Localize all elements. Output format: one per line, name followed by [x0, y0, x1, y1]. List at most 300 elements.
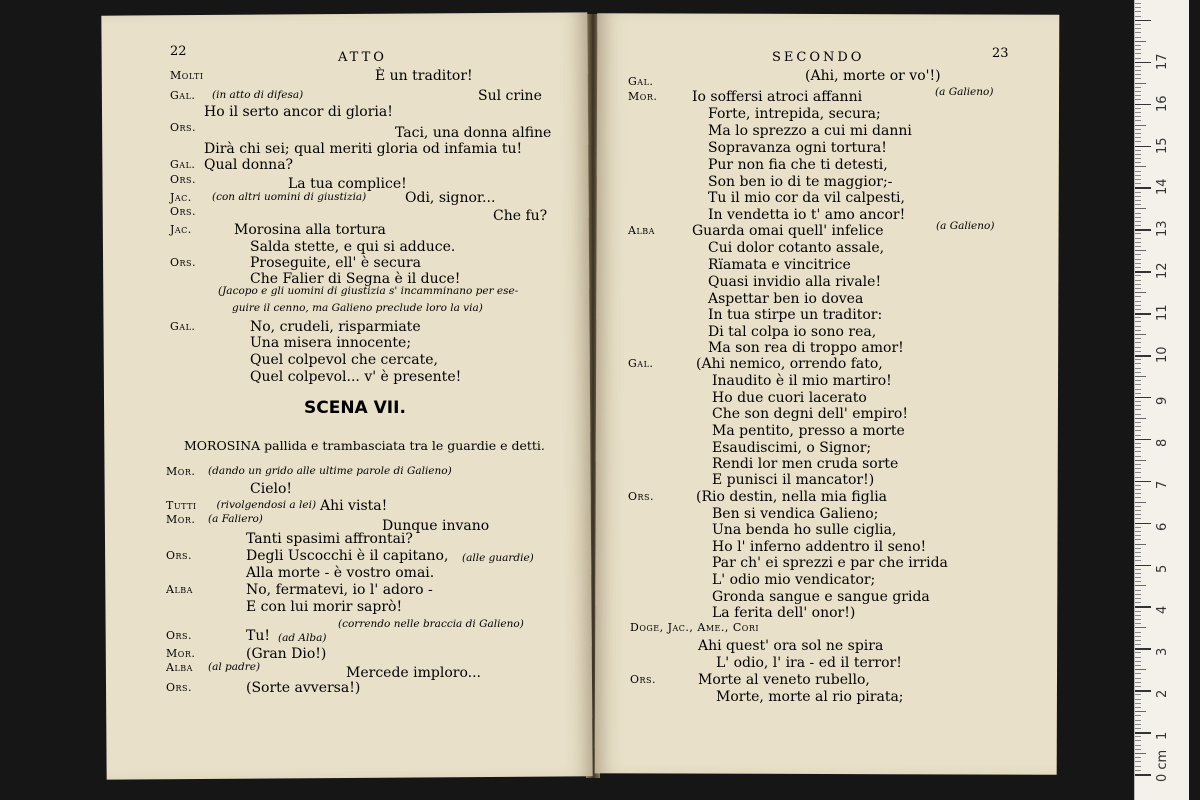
speaker-name: Molti — [170, 69, 204, 82]
ruler-tick — [1135, 288, 1141, 289]
right-page-number: 23 — [992, 46, 1009, 61]
ruler-tick — [1135, 690, 1151, 692]
ruler-tick — [1135, 3, 1141, 4]
ruler-tick — [1135, 699, 1141, 700]
ruler-tick — [1135, 548, 1141, 549]
ruler-tick — [1135, 405, 1141, 406]
ruler-tick — [1135, 472, 1141, 473]
ruler-tick — [1135, 133, 1141, 134]
ruler-tick — [1135, 95, 1141, 96]
ruler-tick — [1135, 753, 1146, 754]
verse-line: Rendi lor men cruda sorte — [712, 456, 899, 472]
ruler-tick — [1135, 409, 1141, 410]
speaker-name: Ors. — [166, 629, 193, 642]
ruler-tick — [1135, 732, 1151, 734]
verse-line: Gronda sangue e sangue grida — [712, 589, 930, 605]
ruler-tick — [1135, 401, 1141, 402]
stage-direction: (correndo nelle braccia di Galieno) — [338, 618, 524, 630]
ruler-tick — [1135, 342, 1141, 343]
stage-direction: (a Galieno) — [936, 220, 995, 232]
verse-line: Ho l' inferno addentro il seno! — [712, 539, 927, 555]
verse-line: Ho due cuori lacerato — [712, 390, 867, 406]
ruler-tick — [1135, 99, 1141, 100]
verse-line: Guarda omai quell' infelice — [692, 223, 884, 239]
ruler-tick — [1135, 766, 1141, 767]
ruler-tick — [1135, 686, 1141, 687]
ruler-tick — [1135, 70, 1141, 71]
speaker-name: Ors. — [170, 121, 197, 134]
ruler-tick — [1135, 162, 1141, 163]
ruler-tick — [1135, 715, 1141, 716]
scene-description: MOROSINA pallida e trambasciata tra le guardie e detti. — [184, 438, 545, 453]
ruler-tick — [1135, 447, 1141, 448]
ruler-tick — [1135, 292, 1146, 293]
ruler-tick — [1135, 154, 1141, 155]
ruler-tick — [1135, 514, 1141, 515]
ruler-tick — [1135, 7, 1141, 8]
ruler-tick — [1135, 481, 1151, 483]
ruler-tick — [1135, 418, 1146, 419]
ruler-tick — [1135, 397, 1151, 399]
ruler-tick — [1135, 229, 1151, 231]
verse-line: Qual donna? — [204, 157, 294, 173]
verse-line: Par ch' ei sprezzi e par che irrida — [712, 555, 948, 571]
verse-line: Ho il serto ancor di gloria! — [204, 104, 393, 120]
ruler-tick — [1135, 757, 1141, 758]
verse-line: Morosina alla tortura — [234, 222, 386, 238]
verse-line: La tua complice! — [288, 176, 407, 192]
ruler-tick — [1135, 518, 1141, 519]
ruler-tick — [1135, 720, 1141, 721]
verse-line: No, crudeli, risparmiate — [250, 319, 421, 335]
ruler-tick — [1135, 158, 1141, 159]
ruler-tick — [1135, 711, 1146, 712]
ruler-tick — [1135, 305, 1141, 306]
ruler-tick — [1135, 636, 1141, 637]
ruler-label: 11 — [1155, 304, 1170, 322]
ruler-tick — [1135, 565, 1151, 567]
speaker-name: Mor. — [166, 513, 196, 526]
ruler-tick — [1135, 422, 1141, 423]
ruler-tick — [1135, 544, 1146, 545]
verse-line: Quasi invidio alla rivale! — [708, 274, 882, 290]
ruler-tick — [1135, 347, 1141, 348]
ruler-tick — [1135, 506, 1141, 507]
ruler-tick — [1135, 372, 1141, 373]
ruler-tick — [1135, 254, 1141, 255]
ruler-label: 14 — [1155, 178, 1170, 196]
ruler-tick — [1135, 560, 1141, 561]
ruler-tick — [1135, 673, 1141, 674]
verse-line: È un traditor! — [375, 68, 473, 84]
ruler-tick — [1135, 238, 1141, 239]
ruler-tick — [1135, 58, 1141, 59]
ruler-tick — [1135, 527, 1141, 528]
speaker-name: Mor. — [166, 465, 196, 478]
verse-line: Sul crine — [478, 88, 542, 104]
verse-line: Pur non fia che ti detesti, — [708, 157, 888, 173]
verse-line: Io soffersi atroci affanni — [692, 89, 863, 105]
verse-line: Taci, una donna alfine — [395, 125, 552, 141]
ruler-tick — [1135, 141, 1141, 142]
ruler-tick — [1135, 724, 1141, 725]
ruler-tick — [1135, 11, 1141, 12]
ruler-label: 6 — [1155, 522, 1170, 531]
ruler-tick — [1135, 41, 1146, 42]
ruler-tick — [1135, 435, 1141, 436]
verse-line: Ma pentito, presso a morte — [712, 423, 905, 439]
ruler-tick — [1135, 49, 1141, 50]
ruler-tick — [1135, 187, 1151, 189]
verse-line: Dunque invano — [382, 518, 490, 534]
ruler-tick — [1135, 217, 1141, 218]
ruler-tick — [1135, 171, 1141, 172]
ruler-tick — [1135, 242, 1141, 243]
ruler-tick — [1135, 552, 1141, 553]
ruler-tick — [1135, 477, 1141, 478]
ruler-label: 10 — [1155, 346, 1170, 363]
ruler-tick — [1135, 204, 1141, 205]
ruler-tick — [1135, 393, 1141, 394]
ruler-tick — [1135, 430, 1141, 431]
verse-line: Ma lo sprezzo a cui mi danni — [708, 123, 912, 139]
ruler-tick — [1135, 703, 1141, 704]
ruler-tick — [1135, 359, 1141, 360]
ruler-tick — [1135, 749, 1141, 750]
ruler-label: 16 — [1155, 95, 1170, 112]
verse-line: (Ahi, morte or vo'!) — [805, 68, 941, 84]
ruler-tick — [1135, 761, 1141, 762]
ruler-tick — [1135, 539, 1141, 540]
speaker-name: Ors. — [170, 256, 197, 269]
ruler-tick — [1135, 263, 1141, 264]
ruler-tick — [1135, 707, 1141, 708]
ruler-tick — [1135, 640, 1141, 641]
ruler-tick — [1135, 414, 1141, 415]
stage-direction: (a Faliero) — [208, 513, 263, 525]
stage-direction: (dando un grido alle ultime parole di Galieno) — [208, 465, 452, 477]
ruler-tick — [1135, 317, 1141, 318]
verse-line: L' odio mio vendicator; — [712, 572, 876, 588]
ruler-tick — [1135, 363, 1141, 364]
ruler-tick — [1135, 368, 1141, 369]
verse-line: Degli Uscocchi è il capitano, — [246, 548, 449, 564]
ruler-tick — [1135, 62, 1151, 64]
ruler-tick — [1135, 611, 1141, 612]
ruler-tick — [1135, 326, 1141, 327]
verse-line: Cui dolor cotanto assale, — [708, 240, 885, 256]
ruler-tick — [1135, 146, 1151, 148]
ruler-tick — [1135, 179, 1141, 180]
speaker-name: Tutti — [166, 499, 197, 512]
ruler-label: 2 — [1155, 689, 1170, 699]
verse-line: E punisci il mancator!) — [712, 472, 875, 488]
ruler-label: 5 — [1155, 564, 1170, 573]
verse-line: Di tal colpa io sono rea, — [708, 324, 877, 340]
ruler-tick — [1135, 652, 1141, 653]
verse-line: Ben si vendica Galieno; — [712, 506, 879, 522]
verse-line: In tua stirpe un traditor: — [708, 307, 883, 323]
ruler-tick — [1135, 468, 1141, 469]
ruler-tick — [1135, 275, 1141, 276]
ruler-tick — [1135, 594, 1141, 595]
ruler-tick — [1135, 196, 1141, 197]
speaker-name: Gal. — [628, 75, 654, 88]
ruler-tick — [1135, 569, 1141, 570]
ruler-tick — [1135, 606, 1151, 608]
ruler-tick — [1135, 602, 1141, 603]
ruler-tick — [1135, 233, 1141, 234]
verse-line: Salda stette, e qui si adduce. — [250, 239, 456, 255]
ruler-label: 7 — [1155, 480, 1170, 489]
verse-line: Tanti spasimi affrontai? — [246, 531, 413, 547]
ruler-tick — [1135, 271, 1151, 273]
speaker-name: Gal. — [628, 357, 654, 370]
stage-direction: (con altri uomini di giustizia) — [212, 191, 367, 203]
ruler-tick — [1135, 280, 1141, 281]
verse-line: (Gran Dio!) — [246, 646, 327, 662]
ruler-tick — [1135, 166, 1146, 167]
ruler-tick — [1135, 523, 1151, 525]
speaker-name: Mor. — [628, 90, 658, 103]
stage-direction: (ad Alba) — [278, 632, 327, 644]
ruler-tick — [1135, 330, 1141, 331]
ruler-tick — [1135, 87, 1141, 88]
verse-line: Tu il mio cor da vil calpesti, — [708, 190, 905, 206]
ruler-tick — [1135, 632, 1141, 633]
ruler-tick — [1135, 389, 1141, 390]
stage-direction: (Jacopo e gli uomini di giustizia s' incamminano per ese- — [218, 285, 519, 297]
ruler-tick — [1135, 598, 1141, 599]
ruler-tick — [1135, 740, 1141, 741]
ruler-tick — [1135, 573, 1141, 574]
verse-line: Proseguite, ell' è secura — [250, 255, 421, 271]
speaker-name: Alba — [166, 583, 193, 596]
ruler-tick — [1135, 108, 1141, 109]
ruler-tick — [1135, 443, 1141, 444]
measuring-ruler — [1134, 0, 1189, 800]
ruler-tick — [1135, 32, 1141, 33]
verse-line: Rïamata e vincitrice — [708, 257, 851, 273]
ruler-tick — [1135, 380, 1141, 381]
ruler-tick — [1135, 24, 1141, 25]
ruler-tick — [1135, 460, 1146, 461]
verse-line: Sopravanza ogni tortura! — [708, 140, 887, 156]
ruler-tick — [1135, 246, 1141, 247]
ruler-tick — [1135, 321, 1141, 322]
ruler-tick — [1135, 221, 1141, 222]
left-running-header: ATTO — [338, 50, 387, 65]
ruler-tick — [1135, 497, 1141, 498]
scene-title: SCENA VII. — [304, 398, 406, 418]
ruler-tick — [1135, 657, 1141, 658]
verse-line: Ahi vista! — [320, 498, 388, 514]
ruler-tick — [1135, 213, 1141, 214]
verse-line: Ahi quest' ora sol ne spira — [698, 638, 884, 654]
ruler-label: 8 — [1155, 438, 1170, 447]
ruler-tick — [1135, 376, 1146, 377]
stage-direction: (rivolgendosi a lei) — [216, 499, 317, 511]
ruler-tick — [1135, 581, 1141, 582]
ruler-tick — [1135, 83, 1146, 84]
ruler-tick — [1135, 451, 1141, 452]
right-running-header: SECONDO — [772, 50, 865, 65]
ruler-label: 13 — [1155, 220, 1170, 238]
ruler-tick — [1135, 313, 1151, 315]
verse-line: Cielo! — [250, 481, 293, 497]
ruler-tick — [1135, 309, 1141, 310]
verse-line: Quel colpevol... v' è presente! — [250, 369, 462, 385]
ruler-tick — [1135, 334, 1146, 335]
ruler-tick — [1135, 728, 1141, 729]
ruler-tick — [1135, 648, 1151, 650]
ruler-tick — [1135, 78, 1141, 79]
verse-line: Una misera innocente; — [250, 335, 412, 351]
verse-line: Mercede imploro... — [346, 665, 481, 681]
ruler-tick — [1135, 225, 1141, 226]
speaker-name: Doge, Jac., Ame., Cori — [630, 621, 760, 634]
speaker-name: Ors. — [628, 490, 655, 503]
ruler-tick — [1135, 183, 1141, 184]
verse-line: (Ahi nemico, orrendo fato, — [696, 356, 883, 372]
left-page-number: 22 — [170, 44, 187, 59]
verse-line: Inaudito è il mio martiro! — [712, 373, 892, 389]
verse-line: Che Falier di Segna è il duce! — [250, 271, 461, 287]
ruler-tick — [1135, 91, 1141, 92]
ruler-tick — [1135, 577, 1141, 578]
ruler-tick — [1135, 301, 1141, 302]
verse-line: (Rio destin, nella mia figlia — [696, 489, 888, 505]
ruler-tick — [1135, 296, 1141, 297]
verse-line: Odi, signor... — [405, 190, 496, 206]
ruler-tick — [1135, 116, 1141, 117]
ruler-tick — [1135, 338, 1141, 339]
ruler-tick — [1135, 125, 1146, 126]
ruler-tick — [1135, 774, 1151, 776]
ruler-label: 9 — [1155, 396, 1170, 405]
verse-line: Quel colpevol che cercate, — [250, 352, 438, 368]
ruler-tick — [1135, 28, 1141, 29]
ruler-tick — [1135, 66, 1141, 67]
ruler-tick — [1135, 535, 1141, 536]
ruler-tick — [1135, 439, 1151, 441]
verse-line: Dirà chi sei; qual meriti gloria od infamia tu! — [204, 141, 523, 157]
ruler-tick — [1135, 150, 1141, 151]
verse-line: Una benda ho sulle ciglia, — [712, 522, 897, 538]
ruler-tick — [1135, 250, 1146, 251]
ruler-tick — [1135, 74, 1141, 75]
ruler-tick — [1135, 16, 1141, 17]
verse-line: Esaudiscimi, o Signor; — [712, 440, 872, 456]
ruler-tick — [1135, 284, 1141, 285]
ruler-tick — [1135, 112, 1141, 113]
ruler-tick — [1135, 665, 1141, 666]
verse-line: Morte, morte al rio pirata; — [716, 689, 904, 705]
stage-direction: (al padre) — [208, 661, 261, 673]
verse-line: Ma son rea di troppo amor! — [708, 340, 904, 356]
ruler-tick — [1135, 45, 1141, 46]
ruler-tick — [1135, 137, 1141, 138]
ruler-tick — [1135, 53, 1141, 54]
ruler-tick — [1135, 590, 1141, 591]
ruler-tick — [1135, 585, 1146, 586]
ruler-label: 15 — [1155, 136, 1170, 154]
ruler-tick — [1135, 37, 1141, 38]
speaker-name: Jac. — [170, 223, 192, 236]
ruler-tick — [1135, 661, 1141, 662]
verse-line: Tu! — [246, 628, 270, 644]
ruler-tick — [1135, 129, 1141, 130]
verse-line: Che son degni dell' empiro! — [712, 406, 908, 422]
ruler-tick — [1135, 502, 1146, 503]
speaker-name: Gal. — [170, 320, 196, 333]
ruler-tick — [1135, 669, 1146, 670]
verse-line: Morte al veneto rubello, — [698, 672, 870, 688]
speaker-name: Alba — [628, 224, 655, 237]
ruler-tick — [1135, 736, 1141, 737]
ruler-tick — [1135, 682, 1141, 683]
ruler-tick — [1135, 208, 1146, 209]
ruler-tick — [1135, 623, 1141, 624]
ruler-tick — [1135, 531, 1141, 532]
ruler-tick — [1135, 384, 1141, 385]
speaker-name: Gal. — [170, 89, 196, 102]
stage-direction: guire il cenno, ma Galieno preclude loro la via) — [232, 302, 483, 314]
ruler-tick — [1135, 192, 1141, 193]
ruler-label: 1 — [1155, 731, 1170, 741]
speaker-name: Ors. — [170, 205, 197, 218]
speaker-name: Mor. — [166, 647, 196, 660]
ruler-tick — [1135, 355, 1151, 357]
ruler-tick — [1135, 120, 1141, 121]
ruler-tick — [1135, 104, 1151, 106]
ruler-tick — [1135, 489, 1141, 490]
ruler-tick — [1135, 200, 1141, 201]
ruler-tick — [1135, 426, 1141, 427]
ruler-tick — [1135, 644, 1141, 645]
ruler-tick — [1135, 770, 1141, 771]
verse-line: Son ben io di te maggior;- — [708, 174, 893, 190]
ruler-tick — [1135, 259, 1141, 260]
verse-line: Forte, intrepida, secura; — [708, 106, 881, 122]
ruler-label: 4 — [1155, 606, 1170, 615]
speaker-name: Jac. — [170, 191, 192, 204]
ruler-tick — [1135, 493, 1141, 494]
ruler-tick — [1135, 615, 1141, 616]
verse-line: (Sorte avversa!) — [246, 680, 361, 696]
ruler-tick — [1135, 678, 1141, 679]
stage-direction: (a Galieno) — [935, 86, 994, 98]
verse-line: Che fu? — [493, 208, 548, 224]
ruler-label: 3 — [1155, 648, 1170, 657]
verse-line: No, fermatevi, io l' adoro - — [246, 582, 433, 598]
ruler-tick — [1135, 267, 1141, 268]
ruler-tick — [1135, 20, 1151, 22]
ruler-tick — [1135, 627, 1146, 628]
speaker-name: Gal. — [170, 158, 196, 171]
ruler-tick — [1135, 464, 1141, 465]
verse-line: Aspettar ben io dovea — [708, 291, 864, 307]
speaker-name: Ors. — [630, 673, 657, 686]
ruler-tick — [1135, 745, 1141, 746]
ruler-tick — [1135, 694, 1141, 695]
speaker-name: Alba — [166, 661, 193, 674]
ruler-tick — [1135, 619, 1141, 620]
ruler-tick — [1135, 556, 1141, 557]
verse-line: E con lui morir saprò! — [246, 599, 403, 615]
ruler-label: 12 — [1155, 262, 1170, 280]
speaker-name: Ors. — [166, 549, 193, 562]
